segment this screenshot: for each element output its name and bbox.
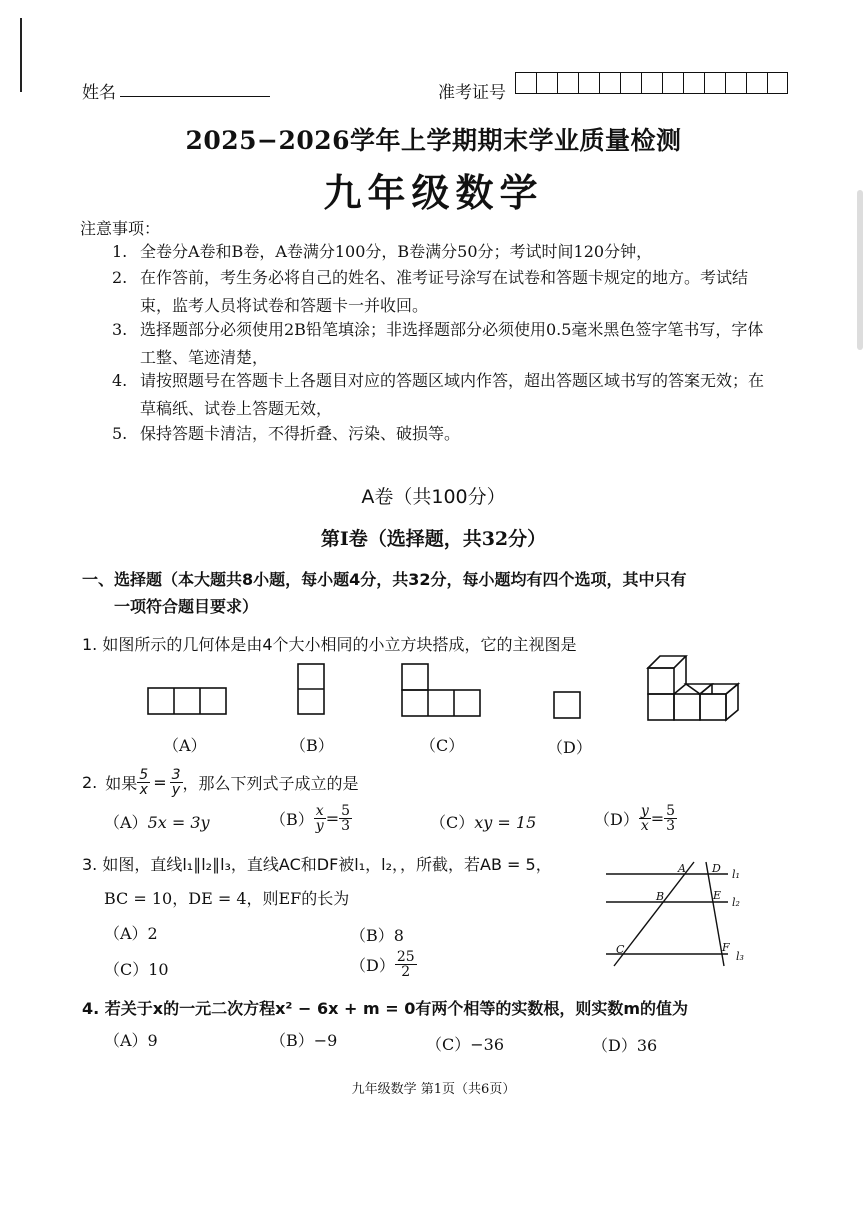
q3-option-b: （B）8 [350,926,404,945]
exam-id-box [620,72,641,94]
q4-option-b: （B）−9 [270,1031,338,1050]
q4-stem: 4. 若关于x的一元二次方程x² − 6x + m = 0有两个相等的实数根，则实数m的值为 [82,999,689,1018]
q1-option-b: （B） [290,736,334,755]
exam-id-box [725,72,746,94]
q1-option-a: （A） [163,736,207,755]
q3-option-d: （D） $\frac{25}{2}$ [350,949,415,980]
label-l3: l₃ [736,950,744,963]
q4-option-d: （D）36 [592,1036,658,1055]
part-1-heading: 第Ⅰ卷（选择题，共32分） [320,528,547,550]
mc-heading: 一、选择题（本大题共8小题，每小题4分，共32分，每小题均有四个选项，其中只有 [82,570,687,589]
subject-title: 九年级数学 [323,170,544,215]
name-label: 姓名 [82,83,116,103]
q2-option-c: （C）xy = 15 [430,813,537,832]
q3-stem-cont: BC = 10，DE = 4，则EF的长为 [104,889,350,908]
option-a-view [148,688,226,714]
exam-id-box [599,72,620,94]
q3-option-a: （A）2 [104,924,158,943]
q2-stem: 2. 如果 $\frac{5}{x}$ = $\frac{3}{y}$ ，那么下列式子成立的是 [82,767,359,798]
exam-id-box [767,72,788,94]
note-item: 5. 保持答题卡清洁，不得折叠、污染、破损等。 [112,424,461,443]
option-d-view [554,692,580,718]
exam-title: 2025−2026学年上学期期末学业质量检测 [185,126,682,155]
exam-id-box [578,72,599,94]
q2-option-a: （A）5x = 3y [104,813,210,832]
q3-stem: 3. 如图，直线l₁∥l₂∥l₃，直线AC和DF被l₁，l₂，，所截，若AB = 5， [82,855,552,874]
q1-stem: 1. 如图所示的几何体是由4个大小相同的小立方块搭成，它的主视图是 [82,635,577,654]
label-e: E [713,889,722,902]
q1-figures [140,650,760,730]
label-f: F [722,941,730,954]
notes-heading: 注意事项： [80,219,161,238]
note-item: 1. 全卷分A卷和B卷，A卷满分100分，B卷满分50分；考试时间120分钟， [112,242,653,261]
page-edge-mark [20,18,22,92]
label-l2: l₂ [732,896,740,909]
label-b: B [656,890,665,903]
option-c-view [402,664,428,690]
page-footer: 九年级数学 第1页（共6页） [351,1082,516,1097]
exam-id-box [746,72,767,94]
q2-option-d: （D） $\frac{y}{x}$ = $\frac{5}{3}$ [594,803,676,834]
q4-option-c: （C）−36 [426,1035,505,1054]
name-blank [120,96,270,97]
mc-heading-cont: 一项符合题目要求） [114,597,259,616]
note-item: 2. 在作答前，考生务必将自己的姓名、准考证号涂写在试卷和答题卡规定的地方。考试结 束，监考人员将试卷和答题卡一并收回。 [112,268,749,315]
label-l1: l₁ [732,868,740,881]
line-ac [614,862,694,966]
exam-id-boxes [515,72,788,94]
exam-id-label: 准考证号 [438,83,506,103]
q3-figure [600,858,760,970]
exam-id-box [704,72,725,94]
note-item: 4. 请按照题号在答题卡上各题目对应的答题区域内作答，超出答题区域书写的答案无效；在 草稿纸、试卷上答题无效， [112,371,765,418]
q3-option-c: （C）10 [104,960,169,979]
note-item: 3. 选择题部分必须使用2B铅笔填涂；非选择题部分必须使用0.5毫米黑色签字笔书写，字体 工整、笔迹清楚， [112,320,764,367]
exam-id-box [515,72,536,94]
q1-option-d: （D） [547,738,592,757]
label-c: C [616,943,625,956]
exam-id-box [536,72,557,94]
exam-id-box [662,72,683,94]
q1-option-c: （C） [420,736,465,755]
exam-id-box [557,72,578,94]
q2-option-b: （B） $\frac{x}{y}$ = $\frac{5}{3}$ [270,803,351,834]
exam-id-box [683,72,704,94]
solid-figure [648,656,738,720]
q4-option-a: （A）9 [104,1031,158,1050]
label-a: A [678,862,686,875]
label-d: D [712,862,721,875]
exam-id-box [641,72,662,94]
section-a-heading: A卷（共100分） [361,486,506,508]
